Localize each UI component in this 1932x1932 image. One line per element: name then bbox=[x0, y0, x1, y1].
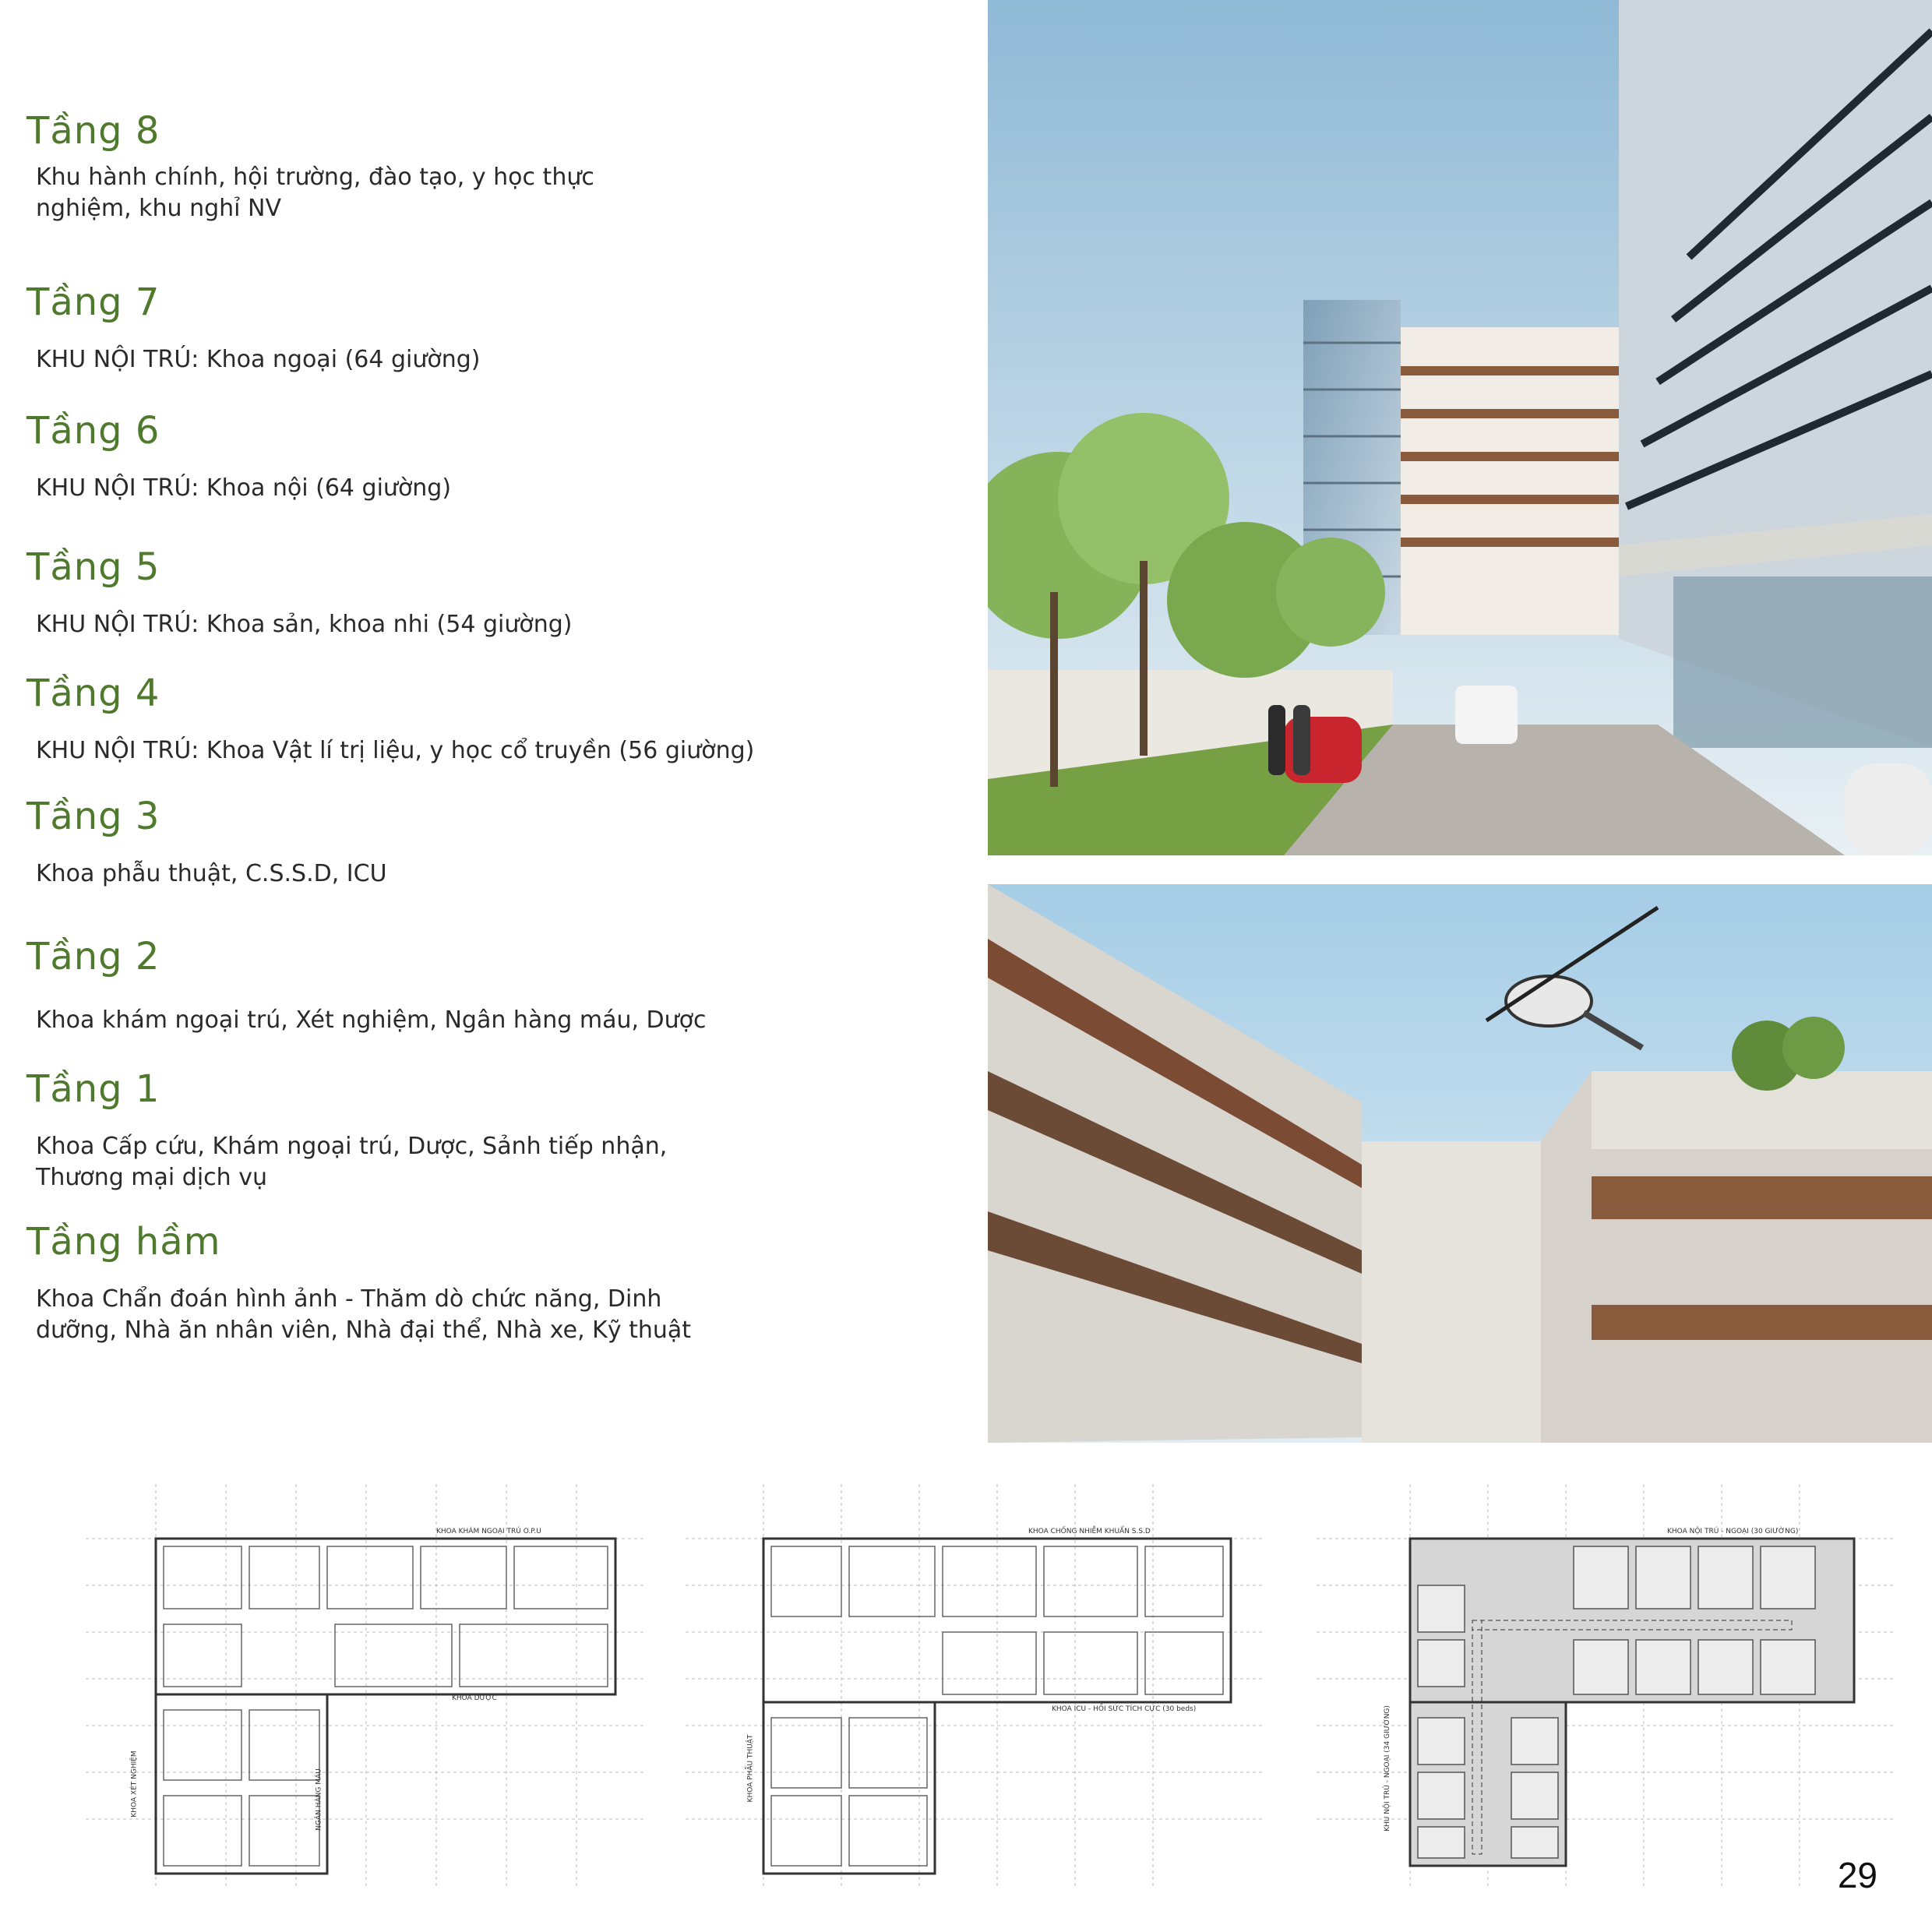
plan-bottom-label: KHOA DƯỢC bbox=[452, 1694, 497, 1702]
floor-plan-7 bbox=[1317, 1484, 1893, 1889]
floor-description: Khoa Chẩn đoán hình ảnh - Thăm dò chức năng, Dinh dưỡng, Nhà ăn nhân viên, Nhà đại thể, Nhà xe, Kỹ thuật bbox=[36, 1285, 692, 1344]
floor-description: Khoa phẫu thuật, C.S.S.D, ICU bbox=[36, 860, 387, 887]
floor-description: Khoa Cấp cứu, Khám ngoại trú, Dược, Sảnh tiếp nhận, Thương mại dịch vụ bbox=[36, 1133, 668, 1191]
plan-top-label: KHOA CHỐNG NHIỄM KHUẨN S.S.D bbox=[1028, 1528, 1151, 1535]
plan-side-label: KHU NỘI TRÚ - NGOẠI (34 GIƯỜNG) bbox=[1383, 1705, 1391, 1832]
floor-title: Tầng 7 bbox=[26, 280, 160, 324]
floor-2 bbox=[26, 935, 961, 1036]
floor-title: Tầng 2 bbox=[26, 935, 160, 978]
floor-description: Khoa khám ngoại trú, Xét nghiệm, Ngân hàng máu, Dược bbox=[36, 1007, 707, 1034]
plan-bottom-label: KHOA ICU - HỒI SỨC TÍCH CỰC (30 beds) bbox=[1052, 1705, 1197, 1713]
floor-plan-3 bbox=[686, 1484, 1262, 1889]
floor-basement bbox=[26, 1220, 961, 1346]
building-street-render bbox=[988, 0, 1932, 855]
plan-extra-label: NGÂN HÀNG MÁU bbox=[315, 1768, 323, 1831]
floor-title: Tầng 4 bbox=[26, 672, 160, 715]
plan-top-label: KHOA KHÁM NGOẠI TRÚ O.P.U bbox=[436, 1528, 541, 1535]
floor-title: Tầng hầm bbox=[26, 1220, 221, 1264]
plan-top-label: KHOA NỘI TRÚ - NGOẠI (30 GIƯỜNG) bbox=[1667, 1528, 1799, 1535]
floor-title: Tầng 1 bbox=[26, 1067, 160, 1111]
floor-title: Tầng 6 bbox=[26, 409, 160, 453]
floor-7 bbox=[26, 280, 961, 375]
floor-1 bbox=[26, 1067, 961, 1193]
floor-title: Tầng 3 bbox=[26, 795, 160, 838]
plan-side-label: KHOA PHẪU THUẬT bbox=[746, 1734, 755, 1803]
page-number: 29 bbox=[1837, 1855, 1877, 1895]
floor-description: Khu hành chính, hội trường, đào tạo, y học thực nghiệm, khu nghỉ NV bbox=[36, 164, 594, 222]
floor-8 bbox=[26, 109, 961, 224]
floor-description: KHU NỘI TRÚ: Khoa ngoại (64 giường) bbox=[36, 346, 481, 373]
floor-description: KHU NỘI TRÚ: Khoa nội (64 giường) bbox=[36, 474, 452, 502]
floor-5 bbox=[26, 545, 961, 640]
floor-title: Tầng 5 bbox=[26, 545, 160, 589]
plan-side-label: KHOA XÉT NGHIỆM bbox=[130, 1750, 139, 1817]
floor-description: KHU NỘI TRÚ: Khoa Vật lí trị liệu, y học cổ truyền (56 giường) bbox=[36, 737, 755, 764]
facade-helicopter-render bbox=[988, 884, 1932, 1443]
floor-title: Tầng 8 bbox=[26, 109, 160, 153]
floor-plan-2 bbox=[86, 1484, 647, 1889]
floor-3 bbox=[26, 795, 961, 890]
floor-description: KHU NỘI TRÚ: Khoa sản, khoa nhi (54 giường) bbox=[36, 611, 573, 638]
floor-6 bbox=[26, 409, 961, 504]
floor-4 bbox=[26, 672, 961, 767]
